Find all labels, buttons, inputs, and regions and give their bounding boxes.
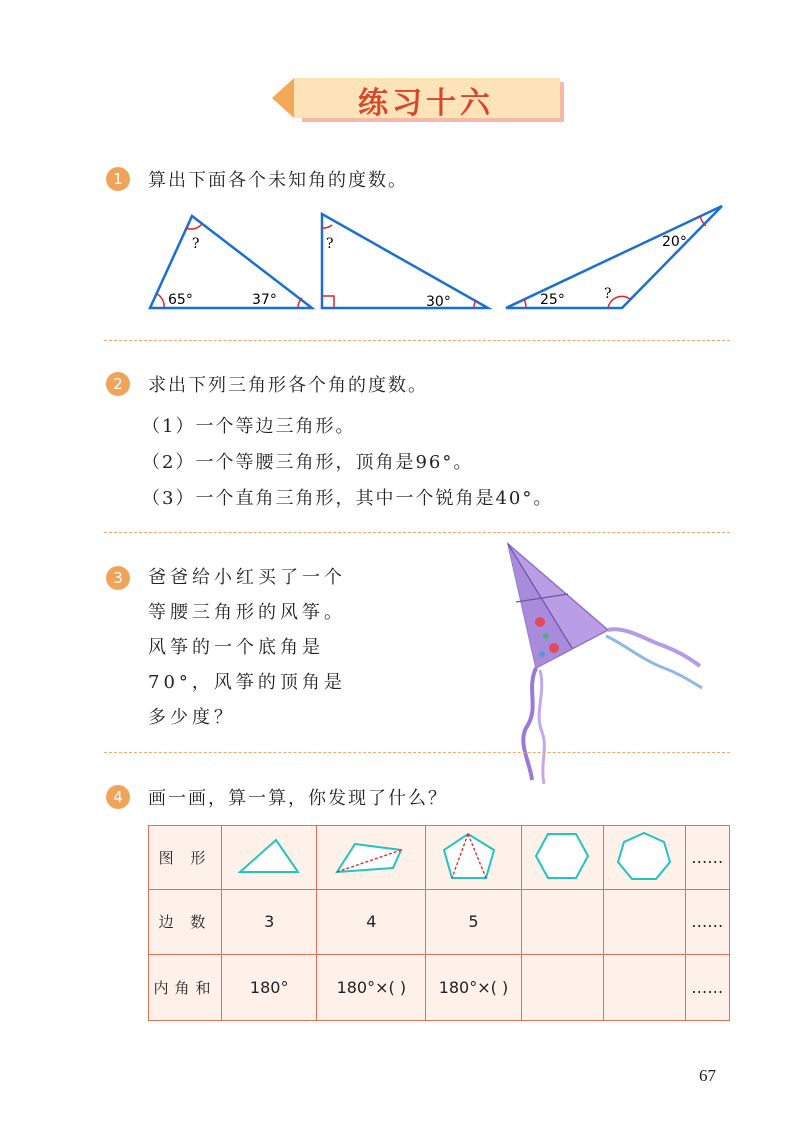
divider-2 (104, 532, 730, 533)
cell-sum-4 (521, 954, 603, 1020)
hexagon-shape (532, 830, 592, 882)
flower-icon (549, 643, 559, 653)
cell-sum-5 (603, 954, 685, 1020)
divider-3 (104, 752, 730, 753)
table-row (149, 826, 730, 890)
cell-shape-more: …… (685, 826, 729, 890)
triangle-1 (150, 216, 312, 308)
cell-quadrilateral (317, 826, 426, 890)
flower-icon (535, 617, 545, 627)
cell-pentagon (426, 826, 521, 890)
q3-line-4: 70°，风筝的顶角是 (148, 672, 346, 693)
triangle-2 (322, 214, 488, 310)
t2-unknown: ? (326, 236, 334, 252)
row-head-shape: 图 形 (149, 826, 222, 890)
cell-sides-4 (521, 890, 603, 954)
quadrilateral-shape (331, 832, 411, 880)
q3-line-5: 多少度？ (148, 707, 236, 728)
question-1-text: 算出下面各个未知角的度数。 (148, 170, 408, 191)
t3-angle-b: 20° (662, 234, 687, 250)
page-number: 67 (699, 1066, 716, 1085)
t1-unknown: ? (192, 236, 200, 252)
page-title: 练习十六 (358, 86, 494, 121)
cell-sum-1: 180° (222, 954, 317, 1020)
t3-unknown: ? (604, 286, 612, 302)
cell-triangle (222, 826, 317, 890)
q2-item-1: （1）一个等边三角形。 (142, 416, 356, 437)
triangle-shape (234, 832, 304, 880)
cell-sum-2: 180°×( ) (317, 954, 426, 1020)
row-head-angle-sum: 内角和 (149, 954, 222, 1020)
q2-item-2: （2）一个等腰三角形，顶角是96°。 (142, 452, 474, 473)
q3-line-3: 风筝的一个底角是 (148, 637, 324, 658)
title-banner (266, 72, 566, 124)
t1-angle-b: 37° (252, 292, 277, 308)
q3-line-1: 爸爸给小红买了一个 (148, 567, 346, 588)
question-badge-2: 2 (106, 372, 130, 396)
q3-line-2: 等腰三角形的风筝。 (148, 602, 346, 623)
t1-angle-a: 65° (168, 292, 193, 308)
q1-triangles (140, 200, 740, 320)
cell-sides-1: 3 (222, 890, 317, 954)
question-3-text (148, 560, 346, 735)
question-2-text: 求出下列三角形各个角的度数。 (148, 375, 428, 396)
table-row (149, 890, 730, 954)
cell-sides-2: 4 (317, 890, 426, 954)
heptagon-shape (614, 830, 674, 882)
question-badge-4: 4 (106, 785, 130, 809)
divider-1 (104, 340, 730, 341)
pentagon-shape (438, 830, 508, 882)
cell-sum-more: …… (685, 954, 729, 1020)
question-4-text: 画一画，算一算，你发现了什么？ (148, 788, 448, 809)
question-badge-1: 1 (106, 167, 130, 191)
t2-angle-a: 30° (426, 294, 451, 310)
cell-sides-more: …… (685, 890, 729, 954)
question-badge-3: 3 (106, 566, 130, 590)
cell-sum-3: 180°×( ) (426, 954, 521, 1020)
table-row (149, 954, 730, 1020)
row-head-sides: 边 数 (149, 890, 222, 954)
triangle-3 (506, 206, 722, 308)
polygon-angle-table (148, 825, 730, 1021)
cell-sides-3: 5 (426, 890, 521, 954)
q2-item-3: （3）一个直角三角形，其中一个锐角是40°。 (142, 488, 554, 509)
cell-hexagon (521, 826, 603, 890)
t3-angle-a: 25° (540, 292, 565, 308)
cell-sides-5 (603, 890, 685, 954)
cell-heptagon (603, 826, 685, 890)
